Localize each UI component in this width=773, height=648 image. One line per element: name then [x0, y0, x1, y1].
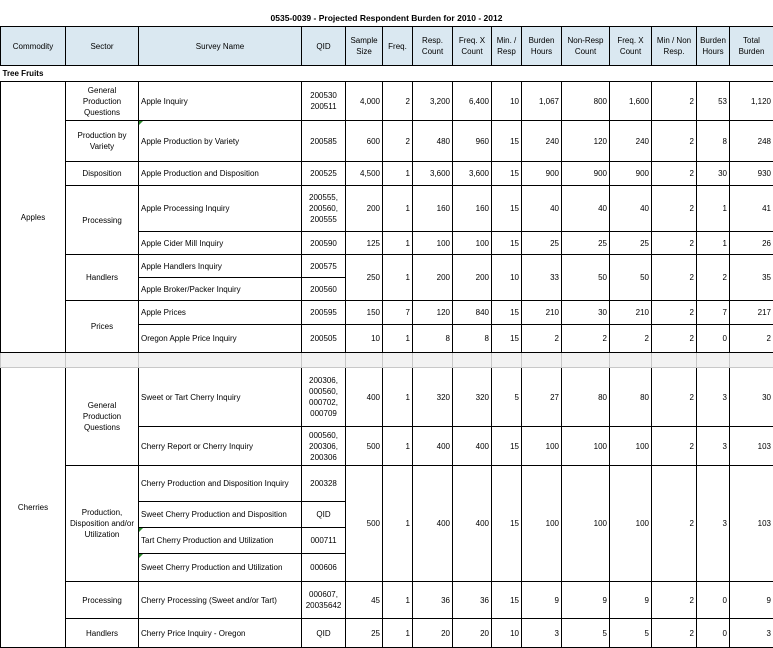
- survey-name-cell: Sweet Cherry Production and Utilization: [139, 554, 302, 582]
- qid-cell: QID: [302, 502, 346, 528]
- value-cell: 2: [730, 325, 773, 353]
- value-cell: 15: [492, 186, 522, 232]
- spacer-cell: [652, 353, 697, 368]
- qid-cell: 000606: [302, 554, 346, 582]
- column-header: Burden Hours: [522, 27, 562, 66]
- value-cell: 150: [346, 301, 383, 325]
- value-cell: 100: [610, 466, 652, 582]
- value-cell: 1: [383, 619, 413, 648]
- column-header: Total Burden: [730, 27, 773, 66]
- value-cell: 500: [346, 466, 383, 582]
- value-cell: 25: [610, 232, 652, 255]
- value-cell: 400: [346, 368, 383, 427]
- column-header: Freq. X Count: [610, 27, 652, 66]
- spacer-cell: [383, 353, 413, 368]
- value-cell: 500: [346, 427, 383, 466]
- survey-name-cell: Tart Cherry Production and Utilization: [139, 528, 302, 554]
- value-cell: 400: [453, 466, 492, 582]
- value-cell: 80: [610, 368, 652, 427]
- value-cell: 25: [562, 232, 610, 255]
- qid-cell: 200530 200511: [302, 82, 346, 121]
- value-cell: 40: [562, 186, 610, 232]
- column-header: Resp. Count: [413, 27, 453, 66]
- value-cell: 80: [562, 368, 610, 427]
- table-row: [1, 82, 773, 121]
- value-cell: 15: [492, 162, 522, 186]
- value-cell: 2: [610, 325, 652, 353]
- survey-name-cell: Apple Processing Inquiry: [139, 186, 302, 232]
- value-cell: 210: [610, 301, 652, 325]
- value-cell: 3,200: [413, 82, 453, 121]
- value-cell: 2: [522, 325, 562, 353]
- value-cell: 100: [610, 427, 652, 466]
- column-header: Freq.: [383, 27, 413, 66]
- sector-cell: General Production Questions: [66, 82, 139, 121]
- value-cell: 33: [522, 255, 562, 301]
- value-cell: 15: [492, 466, 522, 582]
- value-cell: 2: [652, 82, 697, 121]
- value-cell: 3: [697, 368, 730, 427]
- qid-cell: 200505: [302, 325, 346, 353]
- value-cell: 5: [492, 368, 522, 427]
- value-cell: 1: [383, 427, 413, 466]
- value-cell: 9: [730, 582, 773, 619]
- value-cell: 100: [413, 232, 453, 255]
- spacer-cell: [697, 353, 730, 368]
- value-cell: 10: [346, 325, 383, 353]
- value-cell: 3,600: [413, 162, 453, 186]
- value-cell: 240: [522, 121, 562, 162]
- sector-cell: Production by Variety: [66, 121, 139, 162]
- value-cell: 40: [610, 186, 652, 232]
- sector-cell: Handlers: [66, 255, 139, 301]
- value-cell: 217: [730, 301, 773, 325]
- value-cell: 120: [562, 121, 610, 162]
- spacer-cell: [1, 353, 66, 368]
- value-cell: 240: [610, 121, 652, 162]
- survey-name-cell: Apple Production by Variety: [139, 121, 302, 162]
- value-cell: 25: [522, 232, 562, 255]
- value-cell: 15: [492, 301, 522, 325]
- value-cell: 0: [697, 582, 730, 619]
- value-cell: 248: [730, 121, 773, 162]
- value-cell: 1: [383, 232, 413, 255]
- value-cell: 2: [652, 255, 697, 301]
- value-cell: 3: [697, 466, 730, 582]
- commodity-cell: Apples: [1, 82, 66, 353]
- qid-cell: 000711: [302, 528, 346, 554]
- value-cell: 8: [697, 121, 730, 162]
- value-cell: 5: [562, 619, 610, 648]
- qid-cell: 200585: [302, 121, 346, 162]
- value-cell: 2: [383, 82, 413, 121]
- spacer-cell: [66, 353, 139, 368]
- survey-name-cell: Apple Handlers Inquiry: [139, 255, 302, 278]
- table-row: [1, 186, 773, 232]
- value-cell: 100: [522, 427, 562, 466]
- value-cell: 2: [652, 466, 697, 582]
- column-header: QID: [302, 27, 346, 66]
- survey-name-cell: Apple Broker/Packer Inquiry: [139, 278, 302, 301]
- burden-table: [0, 26, 773, 648]
- value-cell: 9: [562, 582, 610, 619]
- value-cell: 36: [453, 582, 492, 619]
- table-title: 0535-0039 - Projected Respondent Burden for 2010 - 2012: [0, 13, 773, 23]
- sector-cell: Disposition: [66, 162, 139, 186]
- value-cell: 15: [492, 121, 522, 162]
- value-cell: 103: [730, 466, 773, 582]
- qid-cell: 200306, 000560, 000702, 000709: [302, 368, 346, 427]
- spacer-cell: [139, 353, 302, 368]
- value-cell: 3: [697, 427, 730, 466]
- column-header: Burden Hours: [697, 27, 730, 66]
- spacer-cell: [346, 353, 383, 368]
- value-cell: 15: [492, 582, 522, 619]
- value-cell: 1: [383, 162, 413, 186]
- qid-cell: 200555, 200560, 200555: [302, 186, 346, 232]
- survey-name-cell: Apple Cider Mill Inquiry: [139, 232, 302, 255]
- value-cell: 900: [610, 162, 652, 186]
- value-cell: 15: [492, 325, 522, 353]
- value-cell: 2: [652, 121, 697, 162]
- spacer-cell: [610, 353, 652, 368]
- value-cell: 2: [652, 301, 697, 325]
- column-header: Commodity: [1, 27, 66, 66]
- value-cell: 1: [383, 255, 413, 301]
- column-header: Survey Name: [139, 27, 302, 66]
- value-cell: 200: [346, 186, 383, 232]
- value-cell: 2: [652, 325, 697, 353]
- value-cell: 2: [652, 582, 697, 619]
- column-header: Non-Resp Count: [562, 27, 610, 66]
- value-cell: 30: [730, 368, 773, 427]
- value-cell: 15: [492, 232, 522, 255]
- survey-name-cell: Apple Prices: [139, 301, 302, 325]
- value-cell: 480: [413, 121, 453, 162]
- value-cell: 10: [492, 619, 522, 648]
- spacer-cell: [562, 353, 610, 368]
- value-cell: 10: [492, 82, 522, 121]
- sector-cell: Processing: [66, 582, 139, 619]
- value-cell: 9: [522, 582, 562, 619]
- value-cell: 1,120: [730, 82, 773, 121]
- value-cell: 30: [697, 162, 730, 186]
- value-cell: 100: [562, 466, 610, 582]
- value-cell: 45: [346, 582, 383, 619]
- qid-cell: 200560: [302, 278, 346, 301]
- value-cell: 2: [383, 121, 413, 162]
- value-cell: 160: [413, 186, 453, 232]
- column-header: Min. / Resp: [492, 27, 522, 66]
- value-cell: 1: [383, 582, 413, 619]
- value-cell: 25: [346, 619, 383, 648]
- table-row: [1, 162, 773, 186]
- value-cell: 1,067: [522, 82, 562, 121]
- value-cell: 400: [413, 466, 453, 582]
- survey-name-cell: Cherry Price Inquiry - Oregon: [139, 619, 302, 648]
- value-cell: 210: [522, 301, 562, 325]
- qid-cell: 200590: [302, 232, 346, 255]
- sector-cell: Prices: [66, 301, 139, 353]
- table-row: [1, 619, 773, 648]
- qid-cell: 000607, 20035642: [302, 582, 346, 619]
- value-cell: 1,600: [610, 82, 652, 121]
- value-cell: 160: [453, 186, 492, 232]
- table-row: [1, 368, 773, 427]
- column-header: Min / Non Resp.: [652, 27, 697, 66]
- value-cell: 400: [453, 427, 492, 466]
- value-cell: 4,000: [346, 82, 383, 121]
- section-label: Tree Fruits: [1, 66, 773, 82]
- value-cell: 2: [652, 162, 697, 186]
- value-cell: 1: [697, 186, 730, 232]
- value-cell: 100: [522, 466, 562, 582]
- spacer-cell: [522, 353, 562, 368]
- qid-cell: 200525: [302, 162, 346, 186]
- value-cell: 41: [730, 186, 773, 232]
- value-cell: 100: [453, 232, 492, 255]
- value-cell: 1: [383, 368, 413, 427]
- qid-cell: 200575: [302, 255, 346, 278]
- value-cell: 20: [413, 619, 453, 648]
- spacer-cell: [730, 353, 773, 368]
- value-cell: 100: [562, 427, 610, 466]
- table-row: [1, 255, 773, 278]
- value-cell: 250: [346, 255, 383, 301]
- value-cell: 2: [697, 255, 730, 301]
- value-cell: 35: [730, 255, 773, 301]
- column-header: Freq. X Count: [453, 27, 492, 66]
- value-cell: 800: [562, 82, 610, 121]
- qid-cell: 000560, 200306, 200306: [302, 427, 346, 466]
- value-cell: 3,600: [453, 162, 492, 186]
- spacer-row: [1, 353, 773, 368]
- value-cell: 3: [522, 619, 562, 648]
- value-cell: 125: [346, 232, 383, 255]
- sector-cell: Processing: [66, 186, 139, 255]
- value-cell: 30: [562, 301, 610, 325]
- value-cell: 10: [492, 255, 522, 301]
- value-cell: 8: [413, 325, 453, 353]
- value-cell: 4,500: [346, 162, 383, 186]
- spacer-cell: [302, 353, 346, 368]
- value-cell: 9: [610, 582, 652, 619]
- value-cell: 1: [383, 466, 413, 582]
- survey-name-cell: Sweet Cherry Production and Disposition: [139, 502, 302, 528]
- qid-cell: 200328: [302, 466, 346, 502]
- value-cell: 27: [522, 368, 562, 427]
- value-cell: 900: [522, 162, 562, 186]
- value-cell: 8: [453, 325, 492, 353]
- survey-name-cell: Cherry Production and Disposition Inquiry: [139, 466, 302, 502]
- header-row: [1, 27, 773, 66]
- value-cell: 200: [413, 255, 453, 301]
- value-cell: 2: [562, 325, 610, 353]
- value-cell: 900: [562, 162, 610, 186]
- value-cell: 200: [453, 255, 492, 301]
- spacer-cell: [413, 353, 453, 368]
- survey-name-cell: Sweet or Tart Cherry Inquiry: [139, 368, 302, 427]
- section-row: [1, 66, 773, 82]
- value-cell: 1: [697, 232, 730, 255]
- value-cell: 120: [413, 301, 453, 325]
- value-cell: 3: [730, 619, 773, 648]
- table-row: [1, 582, 773, 619]
- sector-cell: General Production Questions: [66, 368, 139, 466]
- survey-name-cell: Apple Inquiry: [139, 82, 302, 121]
- value-cell: 15: [492, 427, 522, 466]
- value-cell: 1: [383, 186, 413, 232]
- value-cell: 7: [383, 301, 413, 325]
- value-cell: 960: [453, 121, 492, 162]
- value-cell: 40: [522, 186, 562, 232]
- table-row: [1, 466, 773, 502]
- value-cell: 7: [697, 301, 730, 325]
- value-cell: 400: [413, 427, 453, 466]
- value-cell: 320: [453, 368, 492, 427]
- qid-cell: 200595: [302, 301, 346, 325]
- table-row: [1, 301, 773, 325]
- column-header: Sample Size: [346, 27, 383, 66]
- value-cell: 600: [346, 121, 383, 162]
- column-header: Sector: [66, 27, 139, 66]
- value-cell: 103: [730, 427, 773, 466]
- commodity-cell: Cherries: [1, 368, 66, 648]
- table-row: [1, 121, 773, 162]
- spacer-cell: [492, 353, 522, 368]
- sector-cell: Production, Disposition and/or Utilization: [66, 466, 139, 582]
- value-cell: 1: [383, 325, 413, 353]
- value-cell: 20: [453, 619, 492, 648]
- value-cell: 2: [652, 368, 697, 427]
- value-cell: 320: [413, 368, 453, 427]
- value-cell: 2: [652, 232, 697, 255]
- value-cell: 5: [610, 619, 652, 648]
- value-cell: 50: [562, 255, 610, 301]
- spacer-cell: [453, 353, 492, 368]
- value-cell: 0: [697, 619, 730, 648]
- value-cell: 36: [413, 582, 453, 619]
- sector-cell: Handlers: [66, 619, 139, 648]
- survey-name-cell: Cherry Processing (Sweet and/or Tart): [139, 582, 302, 619]
- value-cell: 6,400: [453, 82, 492, 121]
- qid-cell: QID: [302, 619, 346, 648]
- value-cell: 2: [652, 619, 697, 648]
- value-cell: 53: [697, 82, 730, 121]
- survey-name-cell: Cherry Report or Cherry Inquiry: [139, 427, 302, 466]
- value-cell: 840: [453, 301, 492, 325]
- survey-name-cell: Apple Production and Disposition: [139, 162, 302, 186]
- value-cell: 26: [730, 232, 773, 255]
- value-cell: 0: [697, 325, 730, 353]
- value-cell: 2: [652, 186, 697, 232]
- value-cell: 930: [730, 162, 773, 186]
- value-cell: 2: [652, 427, 697, 466]
- survey-name-cell: Oregon Apple Price Inquiry: [139, 325, 302, 353]
- value-cell: 50: [610, 255, 652, 301]
